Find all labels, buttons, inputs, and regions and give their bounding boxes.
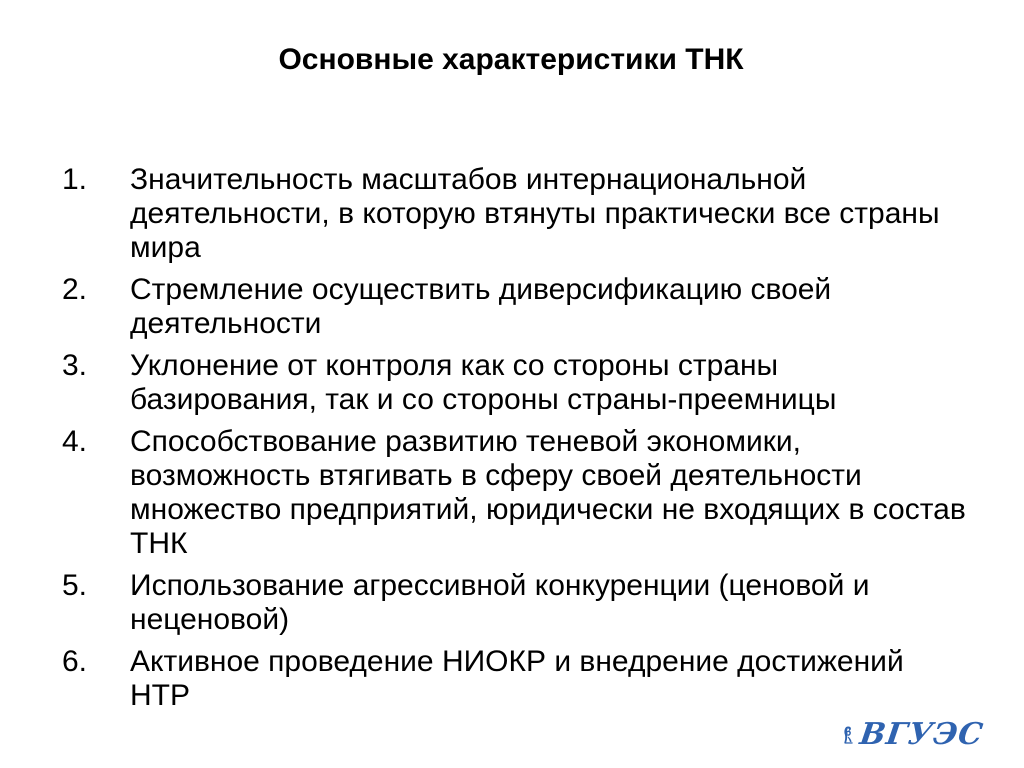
logo-emblem-icon <box>843 706 854 764</box>
list-item-text: Использование агрессивной конкуренции (ценовой и неценовой) <box>130 569 870 636</box>
list-item-text: Уклонение от контроля как со стороны страны базирования, так и со стороны страны-преемницы <box>130 349 837 416</box>
list-item-text: Активное проведение НИОКР и внедрение достижений НТР <box>130 645 904 712</box>
list-item-number: 3. <box>62 349 88 382</box>
list-item-number: 2. <box>62 273 88 306</box>
list-item-number: 1. <box>62 163 88 196</box>
list-item-number: 4. <box>62 425 88 458</box>
list-item <box>62 163 992 265</box>
list-item-number: 5. <box>62 569 88 602</box>
list-item <box>62 349 992 417</box>
university-logo <box>843 706 986 764</box>
list-item <box>62 569 992 637</box>
list-item-text: Стремление осуществить диверсификацию своей деятельности <box>130 273 832 340</box>
list-item <box>62 273 992 341</box>
list-item <box>62 425 992 561</box>
list-item-number: 6. <box>62 645 88 678</box>
characteristics-list <box>62 163 992 721</box>
slide-title: Основные характеристики ТНК <box>278 43 744 76</box>
list-item-text: Способствование развитию теневой экономики, возможность втягивать в сферу своей деятельности множество предприятий, юридически не входящих в состав ТНК <box>130 425 966 560</box>
list-item-text: Значительность масштабов интернациональной деятельности, в которую втянуты практически все страны мира <box>130 163 940 264</box>
list-item <box>62 645 992 713</box>
logo-text: ВГУЭС <box>857 717 986 752</box>
